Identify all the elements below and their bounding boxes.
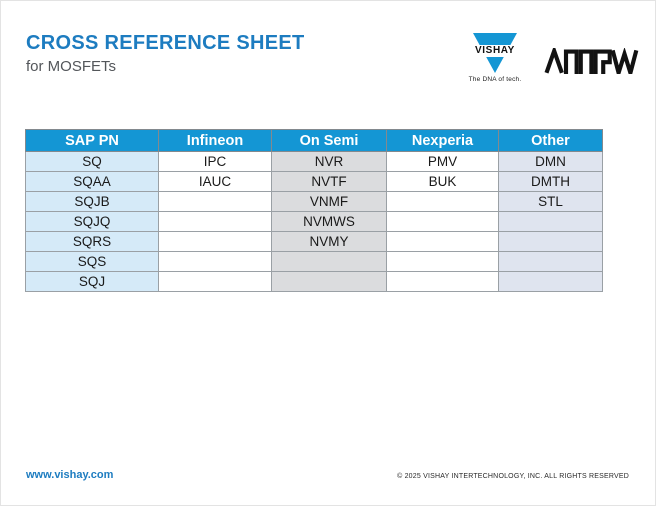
table-cell [159,252,272,272]
table-cell [272,252,387,272]
table-cell: SQJB [26,192,159,212]
table-cell: SQ [26,152,159,172]
table-cell: DMN [499,152,603,172]
vishay-logo [465,33,525,83]
table-cell [387,192,499,212]
column-header-on-semi: On Semi [272,130,387,152]
table-cell: SQJ [26,272,159,292]
table-cell [159,212,272,232]
website-link[interactable]: www.vishay.com [26,469,114,481]
table-cell [387,272,499,292]
table-cell: SQRS [26,232,159,252]
table-cell [499,252,603,272]
copyright-text: © 2025 VISHAY INTERTECHNOLOGY, INC. ALL RIGHTS RESERVED [397,473,629,480]
table-cell: BUK [387,172,499,192]
table-row [26,192,603,212]
table-cell [272,272,387,292]
table-cell: NVR [272,152,387,172]
table-cell: SQJQ [26,212,159,232]
footer [26,469,629,481]
page-title: CROSS REFERENCE SHEET [26,32,305,54]
table-cell: SQAA [26,172,159,192]
table-row [26,212,603,232]
table-row [26,172,603,192]
arrow-logo [544,48,640,79]
column-header-infineon: Infineon [159,130,272,152]
table-row [26,252,603,272]
table-cell: NVMWS [272,212,387,232]
arrow-logo-icon [544,48,640,74]
vishay-tagline: The DNA of tech. [468,76,522,83]
table-cell: IAUC [159,172,272,192]
table-cell [387,232,499,252]
table-header-row [26,130,603,152]
table-row [26,232,603,252]
column-header-nexperia: Nexperia [387,130,499,152]
table-cell [387,252,499,272]
table-cell [499,212,603,232]
table-cell [159,272,272,292]
table-cell: SQS [26,252,159,272]
table-cell [499,232,603,252]
table-cell: NVMY [272,232,387,252]
table-cell: IPC [159,152,272,172]
page-subtitle: for MOSFETs [26,58,117,75]
table-cell: DMTH [499,172,603,192]
table-cell [387,212,499,232]
table-cell: NVTF [272,172,387,192]
table-cell [159,192,272,212]
title-block [26,32,305,76]
table-cell: STL [499,192,603,212]
vishay-triangle-wrap [465,33,525,73]
table-row [26,152,603,172]
table-row [26,272,603,292]
table-cell [159,232,272,252]
table-cell [499,272,603,292]
table-cell: VNMF [272,192,387,212]
column-header-other: Other [499,130,603,152]
cross-reference-table [25,129,603,292]
column-header-sap-pn: SAP PN [26,130,159,152]
table-body [26,152,603,292]
vishay-logo-text: VISHAY [465,45,525,57]
table-cell: PMV [387,152,499,172]
